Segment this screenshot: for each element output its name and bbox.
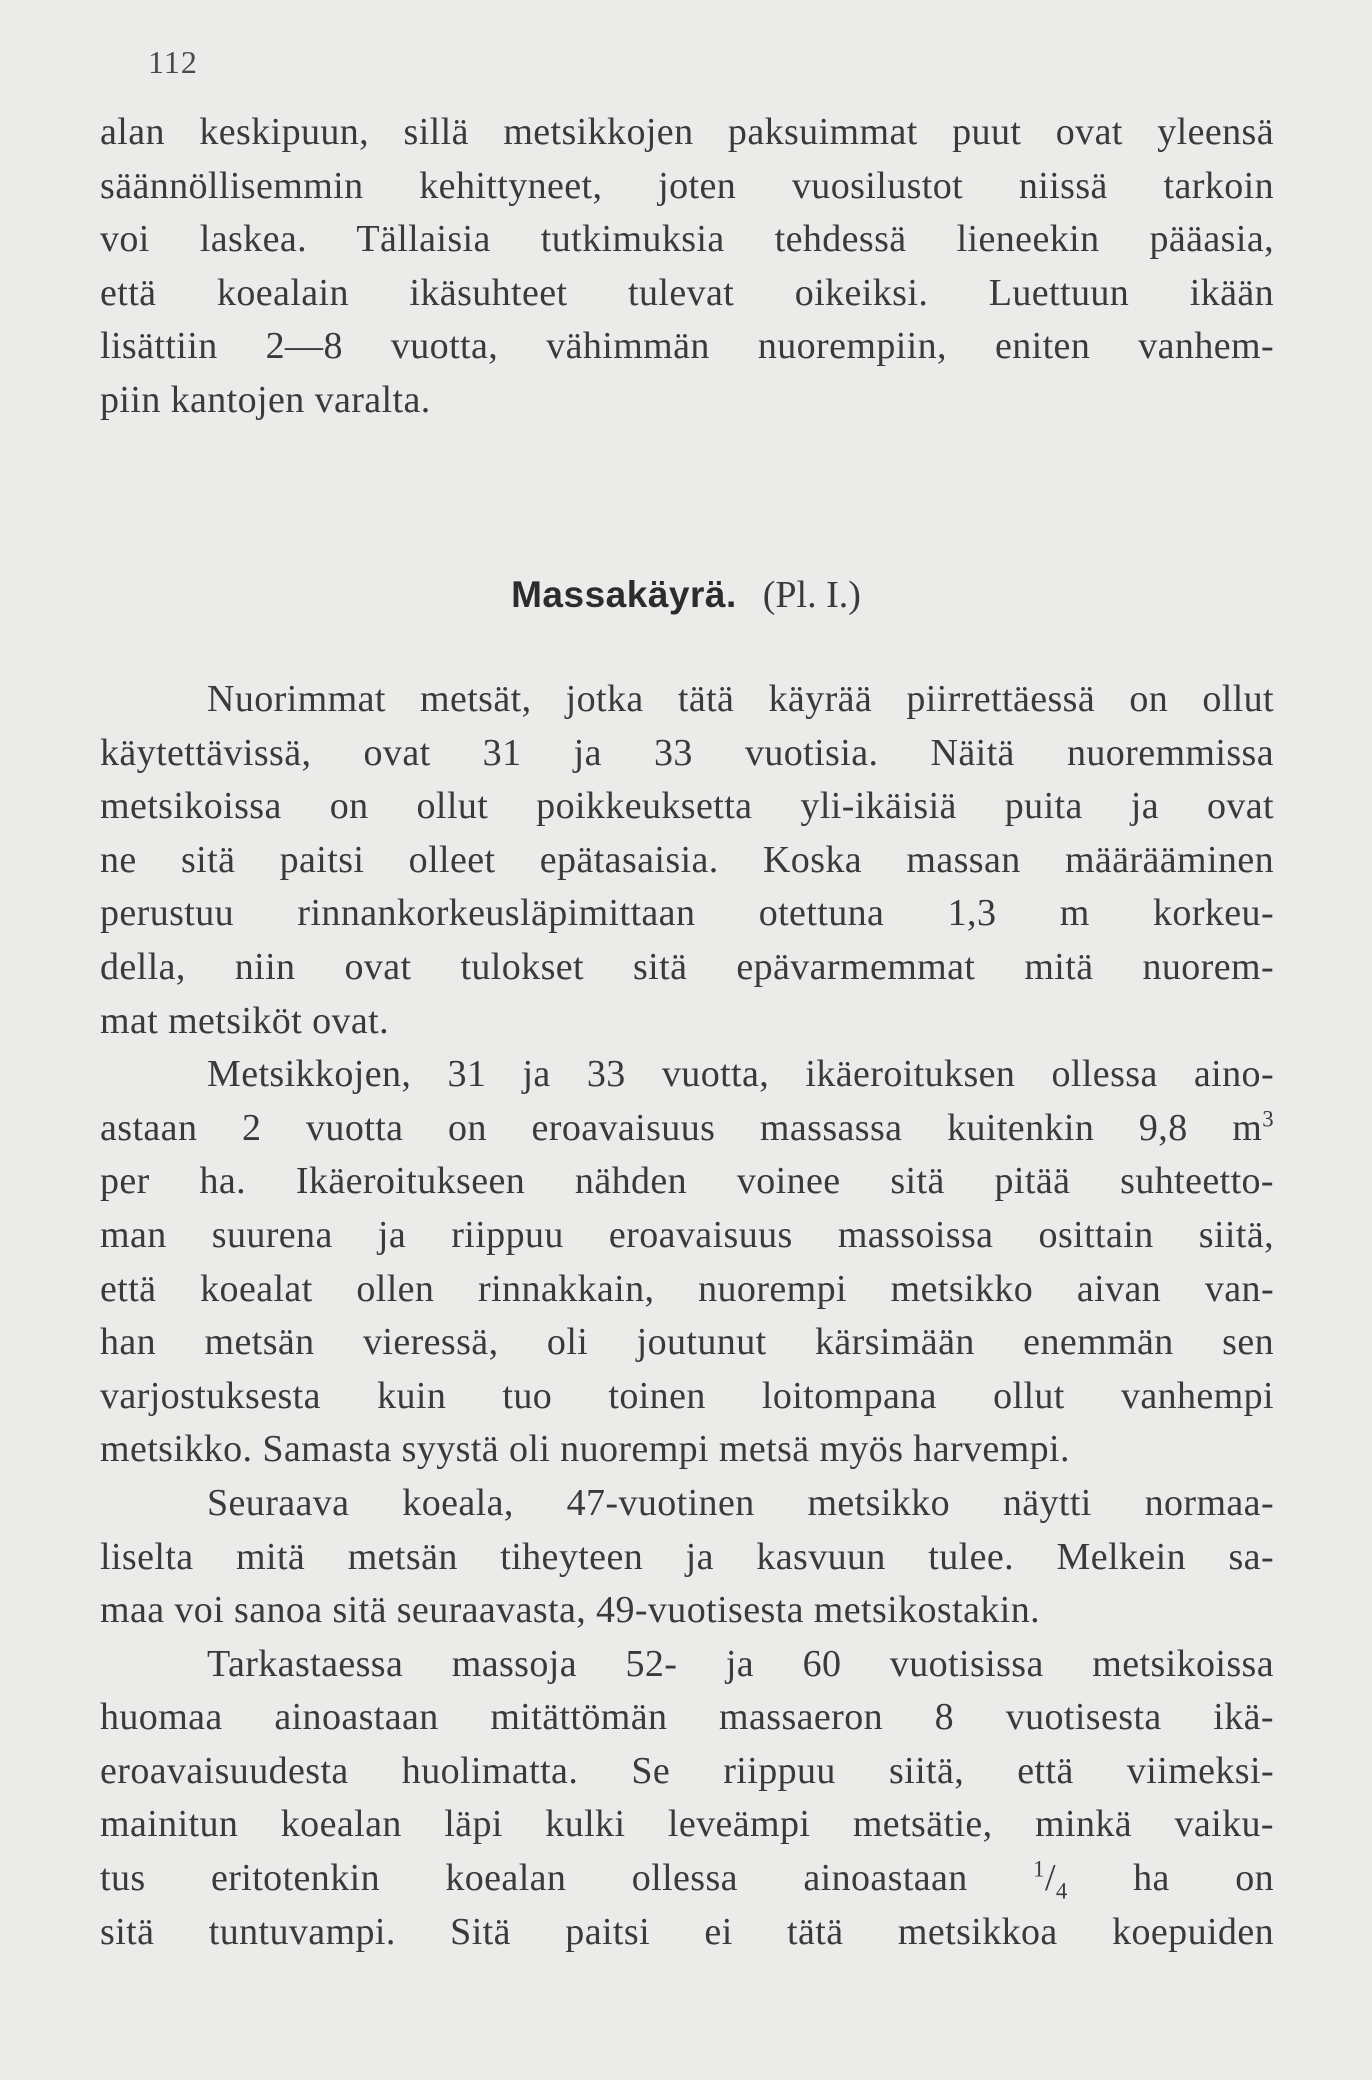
text-line: mat metsiköt ovat.	[100, 999, 389, 1042]
text-fragment: perustuu rinnankorkeusläpimittaan otettuna	[100, 892, 885, 935]
height-unit: m korkeu-	[1059, 892, 1274, 935]
text-line: man suurena ja riippuu eroavaisuus massoissa osittain siitä,	[100, 1213, 1274, 1256]
text-fragment: tus eritotenkin koealan ollessa ainoastaan	[100, 1857, 968, 1900]
text-line: Seuraava koeala, 47-vuotinen metsikko näytti normaa-	[207, 1481, 1274, 1524]
paragraph-intro	[100, 106, 1274, 428]
text-line: lisättiin 2—8 vuotta, vähimmän nuorempiin, eniten vanhem-	[100, 325, 1274, 368]
text-line: että koealat ollen rinnakkain, nuorempi metsikko aivan van-	[100, 1267, 1274, 1310]
text-line	[100, 1102, 1274, 1156]
text-line: alan keskipuun, sillä metsikkojen paksuimmat puut ovat yleensä	[100, 111, 1274, 153]
text-line: säännöllisemmin kehittyneet, joten vuosilustot niissä tarkoin	[100, 164, 1274, 207]
text-line: per ha. Ikäeroitukseen nähden voinee sitä pitää suhteetto-	[100, 1160, 1274, 1203]
area-fraction-denominator: 4	[1055, 1878, 1068, 1904]
text-line: huomaa ainoastaan mitättömän massaeron 8 vuotisesta ikä-	[100, 1696, 1274, 1739]
text-line: sitä tuntuvampi. Sitä paitsi ei tätä metsikkoa koepuiden	[100, 1910, 1274, 1953]
section-heading	[0, 568, 1372, 622]
area-unit: ha on	[1133, 1857, 1274, 1900]
text-line: han metsän vieressä, oli joutunut kärsimään enemmän sen	[100, 1321, 1274, 1364]
text-line: liselta mitä metsän tiheyteen ja kasvuun tulee. Melkein sa-	[100, 1535, 1274, 1578]
text-line	[100, 887, 1274, 941]
text-line: tus eritotenkin koealan ollessa ainoastaan $^1/_4$ ha on	[100, 1856, 1274, 1904]
text-fragment: astaan 2 vuotta on eroavaisuus massassa kuitenkin	[100, 1106, 1095, 1149]
text-line: että koealain ikäsuhteet tulevat oikeiksi. Luettuun ikään	[100, 271, 1274, 314]
text-line: maa voi sanoa sitä seuraavasta, 49-vuotisesta metsikostakin.	[100, 1589, 1040, 1632]
section-title: Massakäyrä.	[511, 574, 737, 615]
height-value: 1,3	[947, 892, 997, 935]
text-line: metsikoissa on ollut poikkeuksetta yli-ikäisiä puita ja ovat	[100, 785, 1274, 828]
text-line: varjostuksesta kuin tuo toinen loitompana ollut vanhempi	[100, 1374, 1274, 1417]
text-line: piin kantojen varalta.	[100, 378, 431, 421]
mass-value: 9,8 m	[1138, 1106, 1263, 1149]
paragraph-body	[100, 673, 1274, 1959]
area-fraction-numerator: 1	[1033, 1856, 1045, 1882]
page-number: 112	[148, 44, 198, 80]
text-line: metsikko. Samasta syystä oli nuorempi metsä myös harvempi.	[100, 1428, 1070, 1471]
text-line: ne sitä paitsi olleet epätasaisia. Koska massan määrääminen	[100, 838, 1274, 881]
text-line: Metsikkojen, 31 ja 33 vuotta, ikäeroituksen ollessa aino-	[207, 1053, 1274, 1096]
text-line: Nuorimmat metsät, jotka tätä käyrää piirrettäessä on ollut	[207, 678, 1274, 720]
text-line: voi laskea. Tällaisia tutkimuksia tehdessä lieneekin pääasia,	[100, 218, 1274, 261]
text-line: käytettävissä, ovat 31 ja 33 vuotisia. Näitä nuoremmissa	[100, 731, 1274, 774]
text-line: Tarkastaessa massoja 52- ja 60 vuotisissa metsikoissa	[207, 1642, 1274, 1685]
text-line: mainitun koealan läpi kulki leveämpi metsätie, minkä vaiku-	[100, 1803, 1274, 1846]
plate-reference: (Pl. I.)	[762, 574, 861, 616]
text-line: della, niin ovat tulokset sitä epävarmemmat mitä nuorem-	[100, 945, 1274, 988]
text-line: eroavaisuudesta huolimatta. Se riippuu siitä, että viimeksi-	[100, 1749, 1274, 1792]
mass-exponent: 3	[1262, 1106, 1275, 1132]
